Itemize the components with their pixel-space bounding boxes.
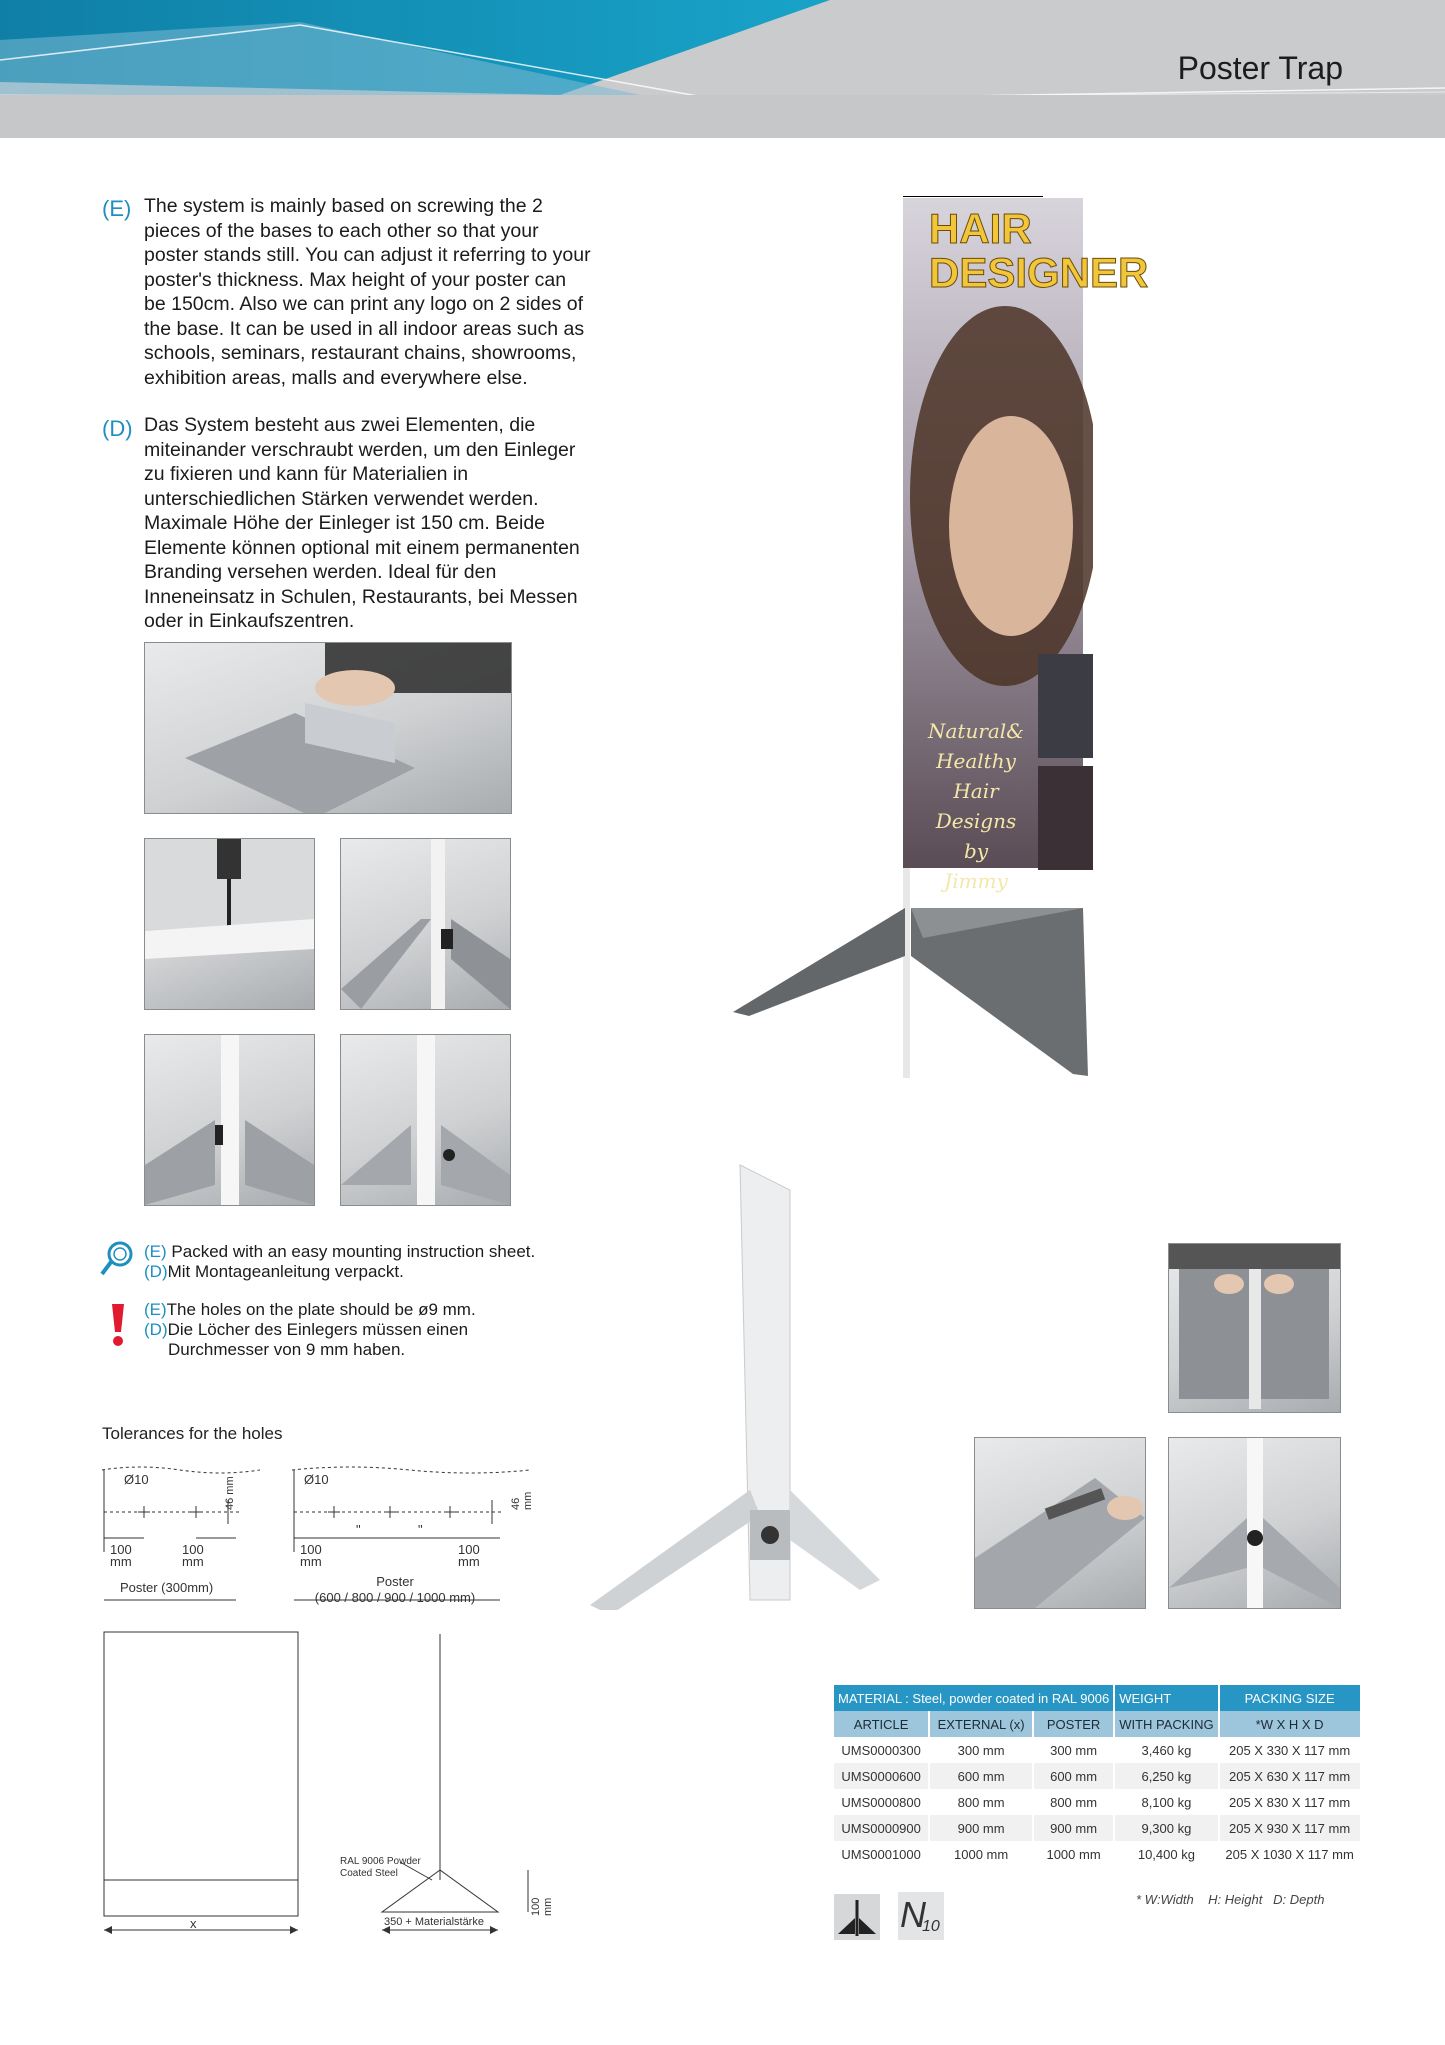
- table-cell: 1000 mm: [954, 1846, 1009, 1862]
- magnifier-icon: [100, 1240, 134, 1278]
- assembly-photo-hands: [144, 642, 512, 814]
- carrying-photo: [1168, 1243, 1341, 1413]
- table-cell: 205 X 330 X 117 mm: [1229, 1742, 1351, 1758]
- description-german: Das System besteht aus zwei Elementen, die miteinander verschraubt werden, um den Einleger zu fixieren und kann für Materialien in unterschiedlichen Stärken verwendet werden. Maximale Höhe der Einleger ist 150 cm. Beide Elemente können optional mit einem permanenten Branding versehen werden. Ideal für den Inneneinsatz in Schulen, Restaurants, bei Messen oder in Einkaufszentren.: [144, 414, 580, 632]
- drilling-photo: [144, 838, 315, 1010]
- width-x-label: x: [190, 1916, 197, 1931]
- warning-icon: [108, 1302, 128, 1348]
- column-header: POSTER: [1034, 1711, 1113, 1737]
- tolerance-diagram-large: [290, 1460, 534, 1610]
- table-cell: 600 mm: [930, 1763, 1032, 1789]
- lang-tag: (E): [144, 1300, 167, 1319]
- poster-script-line: by: [963, 839, 989, 863]
- holes-note-english: The holes on the plate should be ø9 mm.: [166, 1300, 476, 1319]
- n-subscript: 10: [922, 1918, 940, 1935]
- tolerances-title: Tolerances for the holes: [102, 1424, 283, 1443]
- column-header: EXTERNAL (x): [930, 1711, 1032, 1737]
- offset-unit: mm: [110, 1554, 132, 1569]
- poster-script-line: Healthy: [936, 749, 1016, 773]
- table-cell: 900 mm: [930, 1815, 1032, 1841]
- packing-note: [144, 1242, 535, 1282]
- weight-header: WEIGHT: [1115, 1685, 1217, 1711]
- column-header: *W X H X D: [1220, 1711, 1360, 1737]
- offset-value: 100: [458, 1542, 480, 1557]
- lang-tag: (D): [144, 1320, 168, 1339]
- table-cell: UMS0000300: [841, 1742, 921, 1758]
- table-cell: UMS0001000: [841, 1846, 921, 1862]
- height-label: 100 mm: [530, 1897, 554, 1916]
- table-header-row: [834, 1685, 1360, 1711]
- poster-script-line: Natural&: [927, 719, 1025, 743]
- material-header: MATERIAL : Steel, powder coated in RAL 9006: [834, 1685, 1113, 1711]
- hole-diameter-label: Ø10: [124, 1472, 149, 1487]
- hole-diameter-label: Ø10: [304, 1472, 329, 1487]
- depth-label: 350 + Materialstärke: [384, 1916, 484, 1928]
- table-cell: 300 mm: [957, 1742, 1005, 1758]
- table-row: [834, 1841, 1360, 1867]
- offset-unit: mm: [182, 1554, 204, 1569]
- table-subheader-row: [834, 1711, 1360, 1737]
- material-callout-line: Coated Steel: [340, 1868, 398, 1879]
- side-view-drawing: [340, 1630, 554, 1948]
- left-offset-label: [110, 1544, 132, 1568]
- table-cell: 3,460 kg: [1141, 1742, 1192, 1758]
- offset-unit: mm: [300, 1554, 322, 1569]
- material-callout-line: RAL 9006 Powder: [340, 1856, 421, 1867]
- tolerance-caption-large: [290, 1574, 500, 1606]
- table-cell: 9,300 kg: [1115, 1815, 1217, 1841]
- lang-tag-english: (E): [102, 196, 132, 221]
- packing-header: PACKING SIZE: [1220, 1685, 1360, 1711]
- page-title: Poster Trap: [1177, 50, 1343, 86]
- right-offset-label: [182, 1544, 204, 1568]
- table-cell: 600 mm: [1034, 1763, 1113, 1789]
- table-cell: 10,400 kg: [1137, 1846, 1195, 1862]
- page-header: [0, 0, 1445, 138]
- table-cell: UMS0000900: [834, 1815, 928, 1841]
- table-cell: 6,250 kg: [1115, 1763, 1217, 1789]
- poster-script-line: Hair Designs: [935, 779, 1017, 833]
- dimension-legend: * W:Width H: Height D: Depth: [1136, 1892, 1325, 1907]
- height-offset-label: 46 mm: [224, 1476, 236, 1510]
- table-cell: 900 mm: [1034, 1815, 1113, 1841]
- base-photo-front: [144, 1034, 315, 1206]
- stand-type-icon: [834, 1894, 880, 1940]
- poster-trap-product-image: [733, 196, 1149, 1086]
- column-header: WITH PACKING: [1115, 1711, 1217, 1737]
- assembled-base-photo: [1168, 1437, 1341, 1609]
- poster-script: [911, 716, 1041, 896]
- lang-tag: (D): [144, 1262, 168, 1281]
- caption-line: Poster: [376, 1574, 414, 1589]
- column-header: ARTICLE: [834, 1711, 928, 1737]
- offset-value: 100: [110, 1542, 132, 1557]
- spacing-ditto-mark: ": [356, 1522, 361, 1537]
- mounting-photo-side: [340, 838, 511, 1010]
- offset-value: 100: [300, 1542, 322, 1557]
- tolerance-diagram-300: [100, 1460, 260, 1610]
- lang-tag: (E): [144, 1242, 167, 1261]
- spec-table-wrap: [832, 1685, 1362, 1867]
- caption-line: (600 / 800 / 900 / 1000 mm): [314, 1590, 476, 1605]
- table-row: [834, 1789, 1360, 1815]
- spec-table: [832, 1685, 1362, 1867]
- front-view-drawing: [100, 1630, 300, 1948]
- table-cell: 205 X 1030 X 117 mm: [1225, 1846, 1354, 1862]
- table-cell: 8,100 kg: [1141, 1794, 1192, 1810]
- n-letter: N: [900, 1894, 926, 1935]
- poster-headline-2: DESIGNER: [929, 249, 1149, 296]
- table-cell: 205 X 930 X 117 mm: [1220, 1815, 1360, 1841]
- table-cell: 300 mm: [1050, 1742, 1098, 1758]
- left-offset-label: [300, 1544, 322, 1568]
- poster-script-line: Jimmy: [944, 869, 1008, 893]
- material-callout: [340, 1856, 421, 1880]
- tolerance-caption-300: Poster (300mm): [120, 1580, 214, 1595]
- packing-note-german: Mit Montageanleitung verpackt.: [167, 1262, 404, 1281]
- table-row: [834, 1815, 1360, 1841]
- height-offset-label: 46 mm: [510, 1491, 534, 1510]
- table-cell: 800 mm: [1050, 1794, 1098, 1810]
- silver-stand-image: [590, 1160, 880, 1610]
- poster-headline-1: HAIR: [929, 205, 1032, 252]
- screwing-photo: [974, 1437, 1146, 1609]
- offset-unit: mm: [458, 1554, 480, 1569]
- n10-badge-icon: [898, 1892, 944, 1940]
- offset-value: 100: [182, 1542, 204, 1557]
- spacing-ditto-mark: ": [418, 1522, 423, 1537]
- table-cell: 800 mm: [957, 1794, 1005, 1810]
- holes-note-german: Die Löcher des Einlegers müssen einen: [167, 1320, 469, 1339]
- right-offset-label: [458, 1544, 480, 1568]
- table-cell: 1000 mm: [1046, 1846, 1101, 1862]
- table-cell: 205 X 830 X 117 mm: [1229, 1794, 1351, 1810]
- description-english: The system is mainly based on screwing the 2 pieces of the bases to each other so that your poster stands still. You can adjust it referring to your poster's thickness. Max height of your poster can be 150cm. Also we can print any logo on 2 sides of the base. It can be used in all indoor areas such as schools, seminars, restaurant chains, showrooms, exhibition areas, malls and everywhere else.: [144, 195, 591, 389]
- base-photo-screw: [340, 1034, 511, 1206]
- table-cell: UMS0000800: [841, 1794, 921, 1810]
- holes-note-german-2: Durchmesser von 9 mm haben.: [168, 1340, 406, 1359]
- table-cell: UMS0000600: [834, 1763, 928, 1789]
- holes-note: [144, 1300, 476, 1360]
- table-row: [834, 1737, 1360, 1763]
- packing-note-english: Packed with an easy mounting instruction sheet.: [171, 1242, 536, 1261]
- table-row: [834, 1763, 1360, 1789]
- table-cell: 205 X 630 X 117 mm: [1220, 1763, 1360, 1789]
- lang-tag-german: (D): [102, 416, 133, 441]
